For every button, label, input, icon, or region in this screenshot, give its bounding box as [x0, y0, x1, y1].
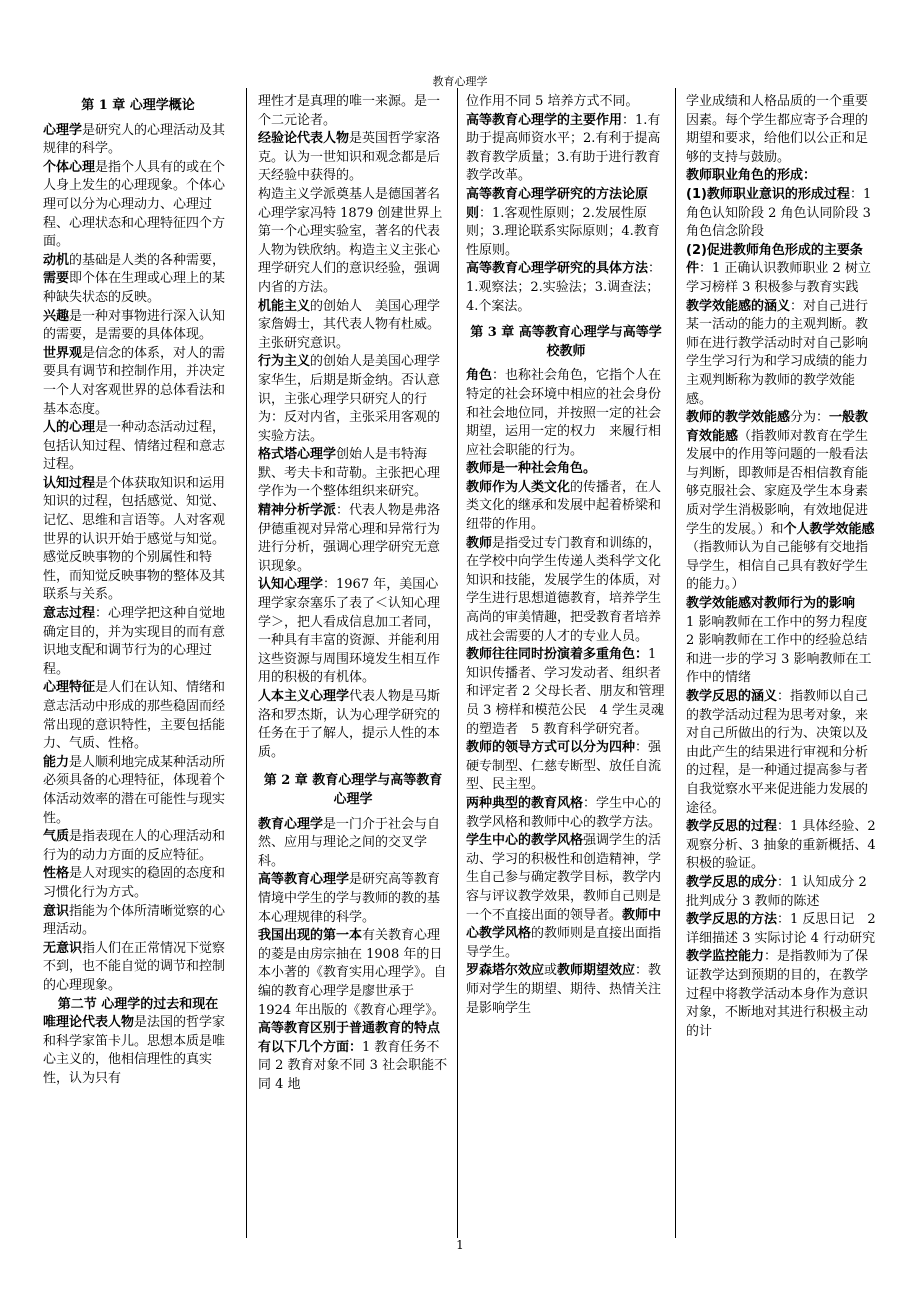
chapter-heading: 第 2 章 教育心理学与高等教育心理学	[263, 773, 443, 807]
page-header: 教育心理学	[432, 75, 488, 88]
column-4	[686, 93, 876, 1238]
paragraph: 心理学是研究人的心理活动及其规律的科学。	[43, 122, 226, 157]
paragraph: 高等教育心理学是研究高等教育情境中学生的学与教师的教的基本心理规律的科学。	[258, 872, 441, 925]
column-divider	[246, 88, 247, 1238]
paragraph: 高等教育心理学研究的方法论原则：1.客观性原则；2.发展性原则；3.理论联系实际原则；4.教育性原则。	[466, 186, 660, 258]
paragraph: 人本主义心理学代表人物是马斯洛和罗杰斯，认为心理学研究的任务在于了解人，提示人性的本质。	[258, 689, 441, 760]
paragraph: 经验论代表人物是英国哲学家洛克。认为一世知识和观念都是后天经验中获得的。	[258, 131, 441, 184]
paragraph: 个体心理是指个人具有的或在个人身上发生的心理现象。个体心理可以分为心理动力、心理过程、心理状态和心理特征四个方面。	[43, 159, 226, 250]
paragraph: 教学反思的过程：1 具体经验、2 观察分析、3 抽象的重新概括、4 积极的验证。	[686, 819, 876, 872]
paragraph: (2)促进教师角色形成的主要条件：1 正确认识教师职业 2 树立学习榜样 3 积极参与教育实践	[686, 242, 871, 295]
column-divider	[457, 88, 458, 1238]
paragraph: 教学反思的成分：1 认知成分 2 批判成分 3 教师的陈述	[686, 874, 867, 909]
section-heading: 第二节 心理学的过去和现在	[57, 996, 219, 1012]
paragraph: 角色：也称社会角色，它指个人在特定的社会环境中相应的社会身份和社会地位同，并按照一定的社会期望，运用一定的权力 来履行相应社会职能的行为。	[466, 368, 662, 458]
paragraph: 教学反思的方法：1 反思日记 2 详细描述 3 实际讨论 4 行动研究	[686, 912, 876, 946]
paragraph: 教学反思的涵义：指教师以自己的教学活动过程为思考对象，来对自己所做出的行为、决策以及由此产生的结果进行审视和分析的过程，是一种通过提高参与者自我觉察水平来促进能力发展的途径。	[686, 689, 869, 816]
paragraph: 高等教育区别于普通教育的特点有以下几个方面：1 教育任务不同 2 教育对象不同 3 社会职能不同 4 地	[258, 1021, 448, 1092]
paragraph: 能力是人顺利地完成某种活动所必须具备的心理特征，体现着个体活动效率的潜在可能性与现实性。	[43, 754, 226, 826]
paragraph: 世界观是信念的体系，对人的需要具有调节和控制作用，并决定一个人对客观世界的总体看法和基本态度。	[43, 345, 226, 417]
paragraph: (1)教师职业意识的形成过程：1 角色认知阶段 2 角色认同阶段 3 角色信念阶段	[686, 186, 872, 240]
paragraph: 意志过程：心理学把这种自觉地确定目的，并为实现目的而有意识地支配和调节行为的心理过程。	[43, 606, 226, 677]
paragraph: 认知过程是个体获取知识和运用知识的过程，包括感觉、知觉、记忆、思维和言语等。人对客观世界的认识开始于感觉与知觉。感觉反映事物的个别属性和特性，而知觉反映事物的整体及其联系与关系。	[43, 475, 226, 603]
paragraph: 教育心理学是一门介于社会与自然、应用与理论之间的交叉学科。	[258, 816, 441, 869]
paragraph: 兴趣是一种对事物进行深入认知的需要，是需要的具体体现。	[43, 308, 226, 343]
paragraph: 教学效能感对教师行为的影响 1 影响教师在工作中的努力程度 2 影响教师在工作中的经验总结和进一步的学习 3 影响教师在工作中的情绪	[686, 596, 872, 686]
paragraph: 构造主义学派奠基人是德国著名心理学家冯特 1879 创建世界上第一个心理实验室，著名的代表人物为铁欣纳。构造主义主张心理学研究人们的意识经验，强调内省的方法。	[258, 186, 443, 295]
paragraph: 教学监控能力：是指教师为了保证教学达到预期的目的，在教学过程中将教学活动本身作为意识对象，不断地对其进行积极主动的计	[686, 949, 869, 1039]
paragraph: 我国出现的第一本有关教育心理的菱是由房宗抽在 1908 年的日本小著的《教育实用心理学》。自编的教育心理学是廖世承于 1924 年出版的《教育心理学》。	[258, 928, 447, 1018]
paragraph: 认知心理学：1967 年，美国心理学家奈塞乐了表了＜认知心理学＞，把人看成信息加工者同，一种具有丰富的资源、并能利用这些资源与周围环境发生相互作用的积极的有机体。	[258, 577, 441, 686]
paragraph: 高等教育心理学研究的具体方法：1.观察法；2.实验法；3.调查法；4.个案法。	[466, 261, 662, 314]
paragraph: 罗森塔尔效应或教师期望效应：教师对学生的期望、期待、热情关注是影响学生	[466, 963, 662, 1016]
column-divider	[675, 88, 676, 1238]
column-1	[43, 93, 233, 1238]
paragraph: 人的心理是一种动态活动过程，包括认知过程、情绪过程和意志过程。	[43, 420, 226, 473]
paragraph: 教学效能感的涵义：对自己进行某一活动的能力的主观判断。教师在进行教学活动时对自己影响学生学习行为和学习成绩的能力主观判断称为教师的教学效能感。	[686, 298, 869, 407]
column-3	[466, 93, 666, 1238]
paragraph: 唯理论代表人物是法国的哲学家和科学家笛卡儿。思想本质是唯心主义的，他相信理性的真实性，认为只有	[43, 1015, 226, 1086]
paragraph: 学业成绩和人格品质的一个重要因素。每个学生都应寄予合理的期望和要求，给他们以公正和足够的支持与鼓励。	[686, 94, 869, 165]
page-number: 1	[456, 1238, 464, 1252]
paragraph: 无意识指人们在正常情况下觉察不到，也不能自觉的调节和控制的心理现象。	[43, 940, 226, 993]
paragraph: 意识指能为个体所清晰觉察的心理活动。	[43, 903, 226, 938]
paragraph: 心理特征是人们在认知、情绪和意志活动中形成的那些稳固而经常出现的意识特性，主要包括能力、气质、性格。	[43, 680, 226, 752]
paragraph: 性格是人对现实的稳固的态度和习惯化行为方式。	[43, 866, 226, 900]
paragraph: 教师作为人类文化的传播者，在人类文化的继承和发展中起着桥梁和纽带的作用。	[466, 479, 662, 533]
paragraph: 格式塔心理学创始人是韦特海默、考夫卡和苛勒。主张把心理学作为一个整体组织来研究。	[258, 447, 441, 500]
chapter-heading: 第 1 章 心理学概论	[81, 98, 195, 113]
paragraph: 教师是一种社会角色。	[466, 461, 597, 477]
paragraph: 理性才是真理的唯一来源。是一个二元论者。	[258, 94, 441, 128]
paragraph: 高等教育心理学的主要作用：1.有助于提高师资水平；2.有利于提高教育教学质量；3.有助于进行教育教学改革。	[466, 112, 661, 184]
paragraph: 气质是指表现在人的心理活动和行为的动力方面的反应特征。	[43, 829, 226, 863]
paragraph: 教师往往同时扮演着多重角色：1 知识传播者、学习发动者、组织者和评定者 2 父母长者、朋友和管理员 3 榜样和模范公民 4 学生灵魂的塑造者 5 教育科学研究者。	[466, 647, 665, 737]
paragraph: 教师是指受过专门教育和训练的，在学校中向学生传递人类科学文化知识和技能，发展学生的体质，对学生进行思想道德教育，培养学生高尚的审美情趣，把受教育者培养成社会需要的人才的专业人员。	[466, 535, 662, 644]
column-2	[258, 93, 448, 1238]
paragraph: 精神分析学派：代表人物是弗洛伊德重视对异常心理和异常行为进行分析，强调心理学研究无意识现象。	[258, 503, 441, 574]
paragraph: 教师的领导方式可以分为四种：强硬专制型、仁慈专断型、放任自流型、民主型。	[466, 740, 662, 793]
paragraph: 机能主义的创始人 美国心理学家詹姆士，其代表人物有杜威。主张研究意识。	[258, 298, 441, 351]
chapter-heading: 第 3 章 高等教育心理学与高等学校教师	[470, 325, 662, 359]
paragraph: 两种典型的教育风格：学生中心的教学风格和教师中心的教学方法。学生中心的教学风格强调学生的活动、学习的积极性和创造精神，学生自己参与确定教学目标，教学内容与评议教学效果，教师自己则是一个不直接出面的领导者。教师中心教学风格的教师则是直接出面指导学生。	[466, 795, 662, 960]
paragraph: 行为主义的创始人是美国心理学家华生，后期是斯金纳。否认意识，主张心理学只研究人的行为：反对内省，主张采用客观的实验方法。	[258, 354, 441, 444]
paragraph: 教师的教学效能感分为：一般教育效能感（指教师对教育在学生发展中的作用等问题的一般看法与判断，即教师是否相信教育能够克服社会、家庭及学生本身素质对学生消极影响，有效地促进学生的发展。）和个人教学效能感（指教师认为自己能够有交地指导学生，相信自己具有教好学生的能力。）	[686, 410, 875, 593]
paragraph: 位作用不同 5 培养方式不同。	[466, 94, 639, 109]
paragraph: 动机的基础是人类的各种需要，需要即个体在生理或心理上的某种缺失状态的反映。	[43, 252, 226, 305]
paragraph: 教师职业角色的形成：	[686, 168, 817, 184]
